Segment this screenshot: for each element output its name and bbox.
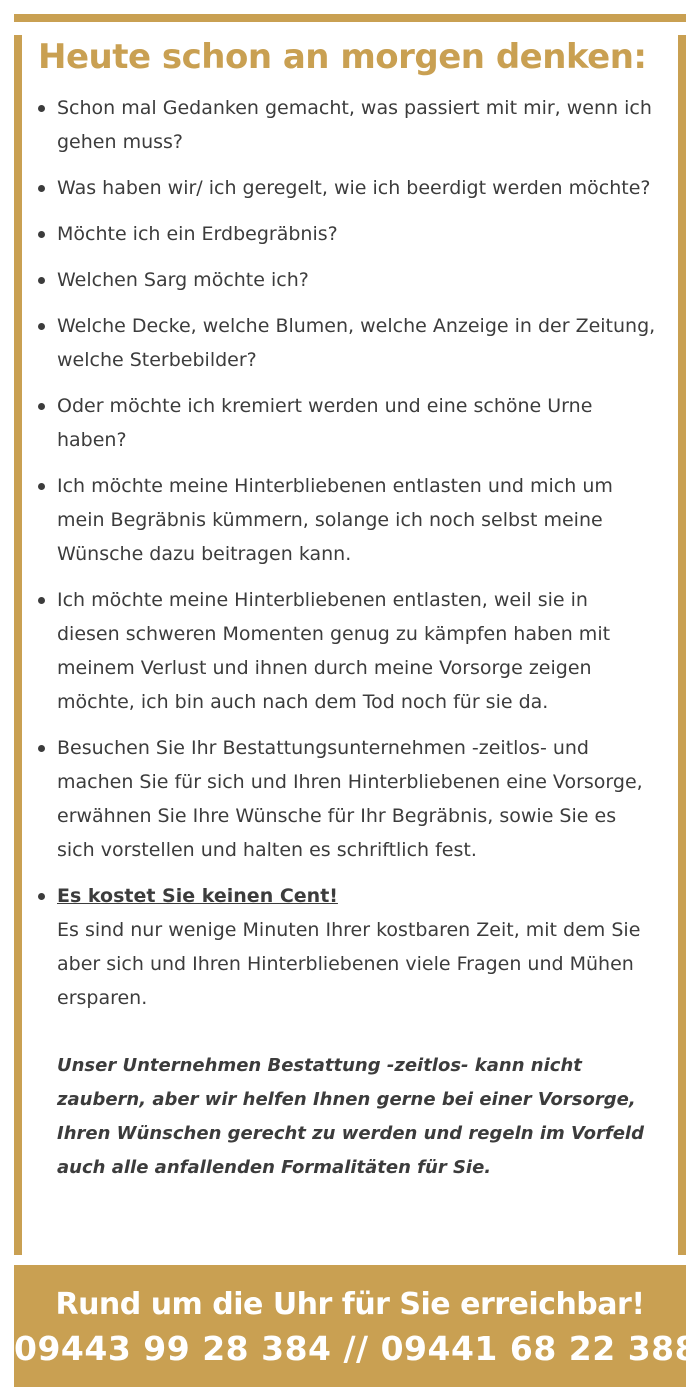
list-item: Was haben wir/ ich geregelt, wie ich beerdigt werden möchte? — [36, 171, 656, 205]
list-item: Besuchen Sie Ihr Bestattungsunternehmen -zeitlos- und machen Sie für sich und Ihren Hinterbliebenen eine Vorsorge, erwähnen Sie Ihre Wünsche für Ihr Begräbnis, sowie Sie es sich vorstellen und halten es schriftlich fest. — [36, 731, 656, 867]
phone-numbers: 09443 99 28 384 // 09441 68 22 388 — [14, 1329, 699, 1368]
cost-headline: Es kostet Sie keinen Cent! — [57, 885, 338, 907]
cost-text: Es sind nur wenige Minuten Ihrer kostbaren Zeit, mit dem Sie aber sich und Ihren Hinterbliebenen viele Fragen und Mühen ersparen. — [57, 919, 641, 1009]
flyer-content — [36, 28, 656, 1185]
right-rule — [678, 35, 686, 1255]
availability-tagline: Rund um die Uhr für Sie erreichbar! — [55, 1287, 645, 1322]
list-item: Welchen Sarg möchte ich? — [36, 263, 656, 297]
list-item: Oder möchte ich kremiert werden und eine schöne Urne haben? — [36, 389, 656, 457]
contact-banner — [14, 1265, 699, 1387]
left-rule — [14, 35, 22, 1255]
closing-statement: Unser Unternehmen Bestattung -zeitlos- kann nicht zaubern, aber wir helfen Ihnen gerne bei einer Vorsorge, Ihren Wünschen gerecht zu werden und regeln im Vorfeld auch alle anfallenden Formalitäten für Sie. — [57, 1055, 644, 1178]
page-title: Heute schon an morgen denken: — [38, 37, 647, 77]
cost-item — [36, 879, 656, 1015]
list-item: Schon mal Gedanken gemacht, was passiert mit mir, wenn ich gehen muss? — [36, 91, 656, 159]
list-item: Ich möchte meine Hinterbliebenen entlasten und mich um mein Begräbnis kümmern, solange ich noch selbst meine Wünsche dazu beitragen kann. — [36, 469, 656, 571]
list-item: Ich möchte meine Hinterbliebenen entlasten, weil sie in diesen schweren Momenten genug zu kämpfen haben mit meinem Verlust und ihnen durch meine Vorsorge zeigen möchte, ich bin auch nach dem Tod noch für sie da. — [36, 583, 656, 719]
top-rule — [14, 14, 686, 22]
question-list — [36, 91, 656, 1015]
list-item: Welche Decke, welche Blumen, welche Anzeige in der Zeitung, welche Sterbebilder? — [36, 309, 656, 377]
list-item: Möchte ich ein Erdbegräbnis? — [36, 217, 656, 251]
